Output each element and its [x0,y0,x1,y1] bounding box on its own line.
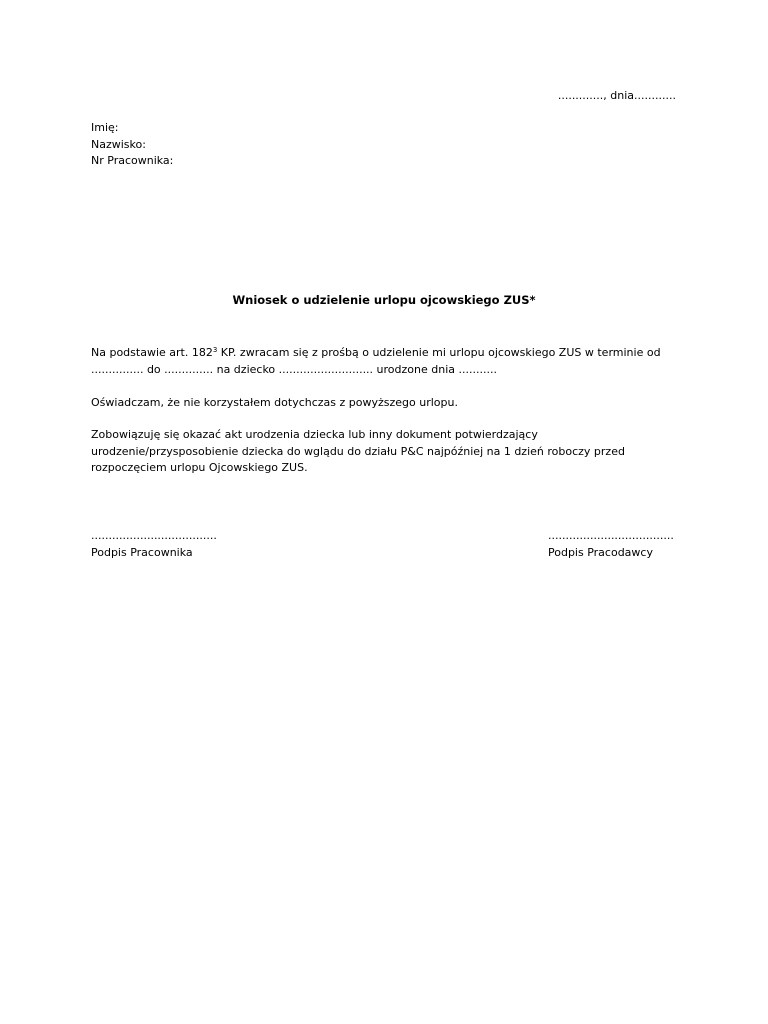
article-superscript: 3 [212,346,218,354]
obligation-line-1: Zobowiązuję się okazać akt urodzenia dziecka lub inny dokument potwierdzający [91,428,538,441]
place-date-line: ............., dnia............ [557,89,676,102]
employee-header-fields [91,120,173,170]
request-line-1 [91,345,681,362]
declaration-paragraph: Oświadczam, że nie korzystałem dotychczas z powyższego urlopu. [91,396,458,409]
obligation-line-3: rozpoczęciem urlopu Ojcowskiego ZUS. [91,461,308,474]
employee-signature-label: Podpis Pracownika [91,545,193,559]
request-text-b: KP. zwracam się z prośbą o udzielenie mi urlopu ojcowskiego ZUS w terminie od [217,346,661,359]
employee-number-label: Nr Pracownika: [91,154,174,167]
employee-signature-block [91,528,217,561]
employer-signature-label: Podpis Pracodawcy [548,545,653,559]
request-paragraph [91,345,681,378]
document-title: Wniosek o udzielenie urlopu ojcowskiego ZUS* [232,293,536,307]
obligation-paragraph [91,427,681,477]
obligation-line-2: urodzenie/przysposobienie dziecka do wglądu do działu P&C najpóźniej na 1 dzień roboczy przed [91,444,625,458]
first-name-label: Imię: [91,121,119,134]
employee-signature-line: .................................... [91,529,217,542]
employer-signature-line: .................................... [548,529,674,542]
request-text-a: Na podstawie art. 182 [91,346,213,359]
employer-signature-block [548,528,674,561]
request-line-2: ............... do .............. na dziecko ........................... urodzone dnia ........... [91,362,497,376]
last-name-label: Nazwisko: [91,137,146,151]
